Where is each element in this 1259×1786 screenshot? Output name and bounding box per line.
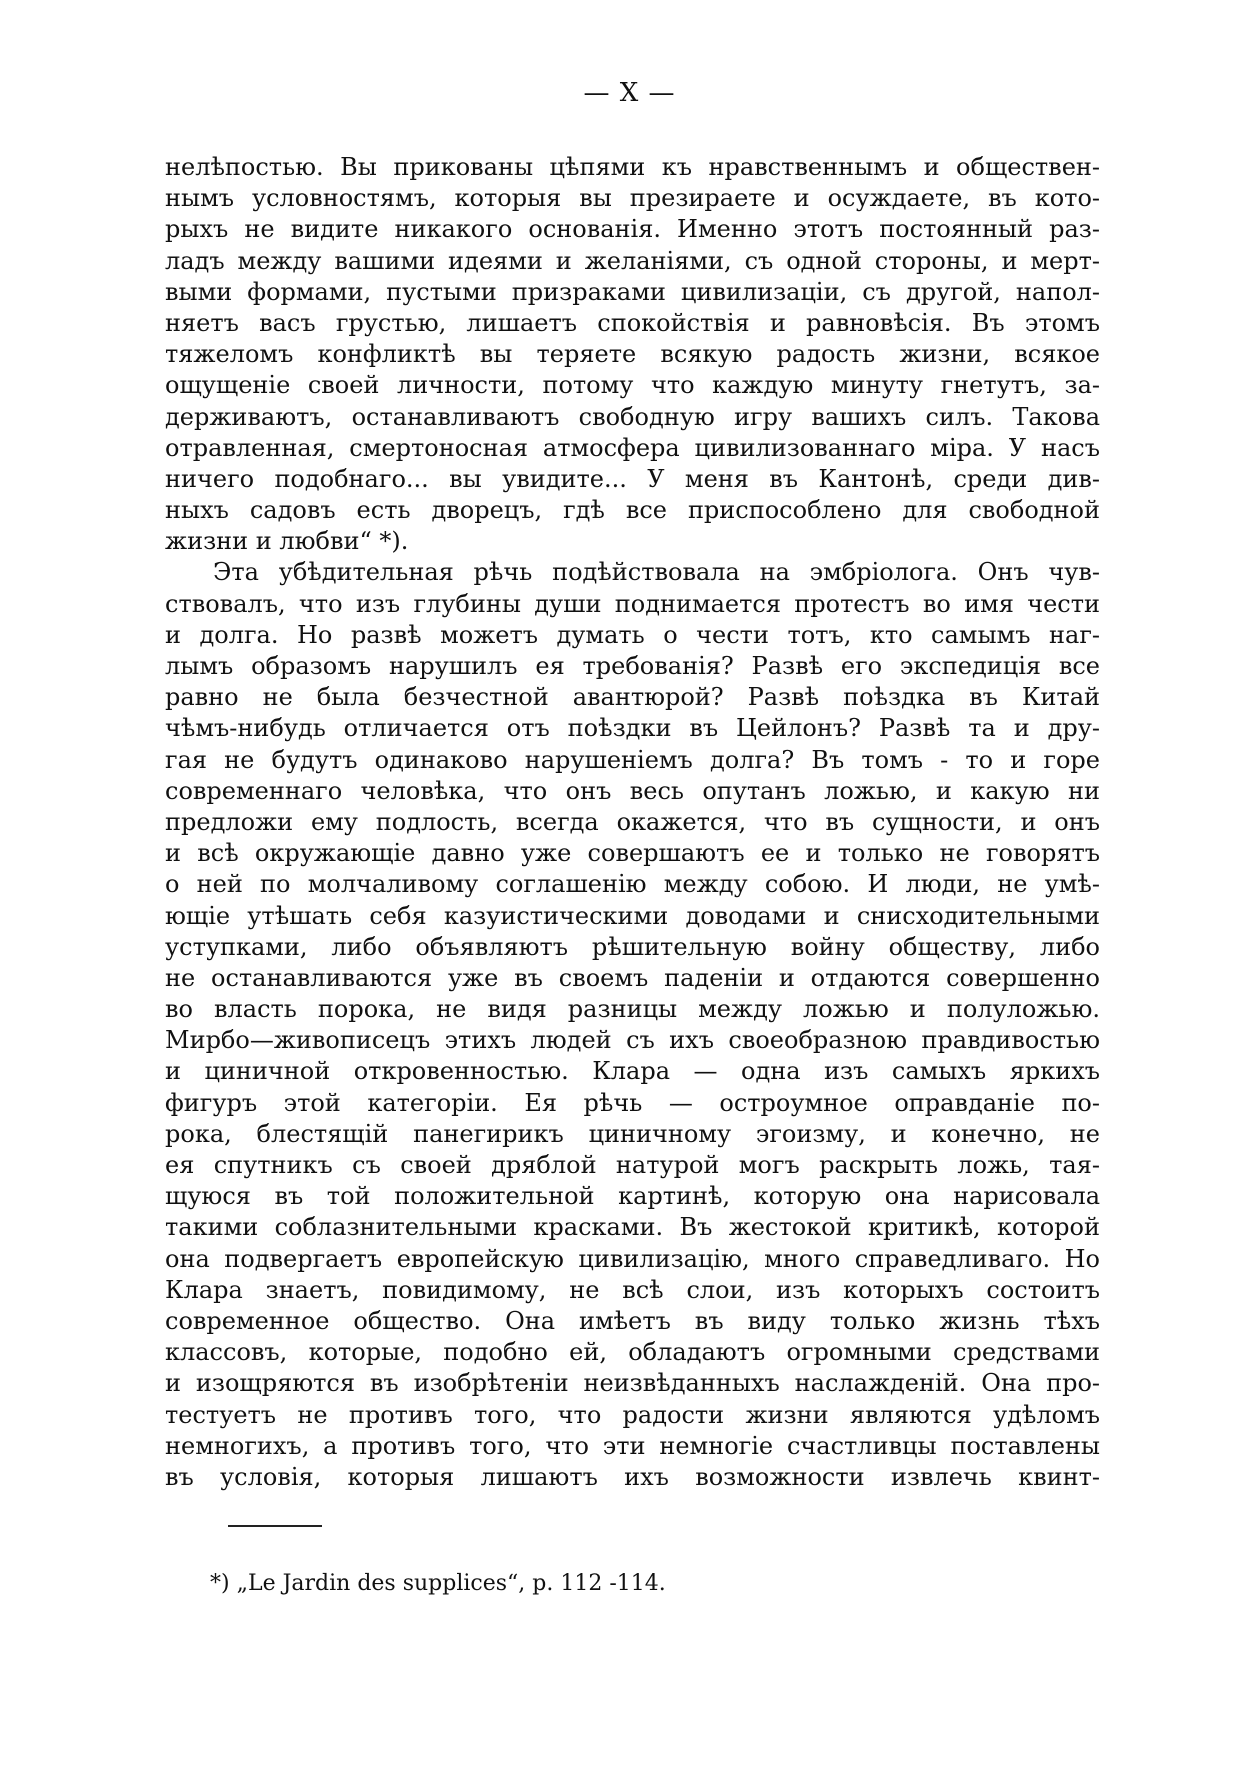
text-line: чѣмъ-нибудь отличается отъ поѣздки въ Цейлонъ? Развѣ та и дру- <box>165 714 1100 743</box>
text-line: ея спутникъ съ своей дряблой натурой могъ раскрыть ложь, тая- <box>165 1151 1100 1179</box>
text-line: о ней по молчаливому соглашенію между собою. И люди, не умѣ- <box>165 870 1100 899</box>
text-line: ющіе утѣшать себя казуистическими доводами и снисходительными <box>165 901 1100 930</box>
text-line: няетъ васъ грустью, лишаетъ спокойствія и равновѣсія. Въ этомъ <box>165 308 1100 337</box>
footnote-divider <box>228 1525 322 1527</box>
text-line: во власть порока, не видя разницы между ложью и полуложью. <box>165 995 1100 1024</box>
text-line: нымъ условностямъ, которыя вы презираете и осуждаете, въ кото- <box>165 184 1100 213</box>
footnote: *) „Le Jardin des supplices“, p. 112 -114. <box>210 1571 666 1596</box>
text-line: Мирбо—живописецъ этихъ людей съ ихъ своеобразною правдивостью <box>165 1026 1100 1055</box>
text-line: фигуръ этой категоріи. Ея рѣчь — остроумное оправданіе по- <box>165 1088 1100 1117</box>
text-line: тяжеломъ конфликтѣ вы теряете всякую радость жизни, всякое <box>165 340 1100 369</box>
text-line: тестуетъ не противъ того, что радости жизни являются удѣломъ <box>165 1400 1100 1429</box>
text-line: не останавливаются уже въ своемъ паденіи и отдаются совершенно <box>165 963 1100 992</box>
text-line: нелѣпостью. Вы прикованы цѣпями къ нравственнымъ и обществен- <box>165 153 1100 181</box>
body-text <box>165 152 1100 1493</box>
text-line: Эта убѣдительная рѣчь подѣйствовала на эмбріолога. Онъ чув- <box>213 558 1100 587</box>
text-line: рока, блестящій панегирикъ циничному эгоизму, и конечно, не <box>165 1119 1100 1148</box>
text-line: выми формами, пустыми призраками цивилизаціи, съ другой, напол- <box>165 277 1100 306</box>
text-line: щуюся въ той положительной картинѣ, которую она нарисовала <box>165 1182 1100 1211</box>
text-line: гая не будутъ одинаково нарушеніемъ долга? Въ томъ - то и горе <box>165 745 1100 774</box>
text-line: и всѣ окружающіе давно уже совершаютъ ее и только не говорятъ <box>165 839 1100 868</box>
text-line: въ условія, которыя лишаютъ ихъ возможности извлечь квинт- <box>165 1462 1100 1491</box>
text-line: предложи ему подлость, всегда окажется, что въ сущности, и онъ <box>165 807 1100 836</box>
text-line: уступками, либо объявляютъ рѣшительную войну обществу, либо <box>165 932 1100 961</box>
text-line: ничего подобнаго... вы увидите... У меня въ Кантонѣ, среди див- <box>165 464 1100 493</box>
text-line: ствовалъ, что изъ глубины души поднимается протестъ во имя чести <box>165 589 1100 618</box>
text-line: ощущеніе своей личности, потому что каждую минуту гнетутъ, за- <box>165 371 1100 400</box>
text-line: Клара знаетъ, повидимому, не всѣ слои, изъ которыхъ состоитъ <box>165 1275 1100 1304</box>
text-line: равно не была безчестной авантюрой? Развѣ поѣздка въ Китай <box>165 683 1100 712</box>
text-line: ныхъ садовъ есть дворецъ, гдѣ все приспособлено для свободной <box>165 496 1100 525</box>
text-line: и изощряются въ изобрѣтеніи неизвѣданныхъ наслажденій. Она про- <box>165 1369 1100 1398</box>
text-line: и долга. Но развѣ можетъ думать о чести тотъ, кто самымъ наг- <box>165 620 1100 649</box>
page-number: — X — <box>583 78 676 108</box>
text-line: держиваютъ, останавливаютъ свободную игру вашихъ силъ. Такова <box>165 402 1100 431</box>
text-line: современное общество. Она имѣетъ въ виду только жизнь тѣхъ <box>165 1306 1100 1335</box>
text-line: классовъ, которые, подобно ей, обладаютъ огромными средствами <box>165 1338 1100 1367</box>
text-line: отравленная, смертоносная атмосфера цивилизованнаго міра. У насъ <box>165 433 1100 462</box>
text-line: она подвергаетъ европейскую цивилизацію, много справедливаго. Но <box>165 1244 1100 1273</box>
text-line: рыхъ не видите никакого основанія. Именно этотъ постоянный раз- <box>165 215 1100 244</box>
text-line: современнаго человѣка, что онъ весь опутанъ ложью, и какую ни <box>165 776 1100 805</box>
text-line: лымъ образомъ нарушилъ ея требованія? Развѣ его экспедиція все <box>165 652 1100 680</box>
text-line: жизни и любви“ *). <box>165 527 409 556</box>
text-line: и циничной откровенностью. Клара — одна изъ самыхъ яркихъ <box>165 1057 1100 1086</box>
text-line: немногихъ, а противъ того, что эти немногіе счастливцы поставлены <box>165 1431 1100 1460</box>
text-line: ладъ между вашими идеями и желаніями, съ одной стороны, и мерт- <box>165 246 1100 275</box>
text-line: такими соблазнительными красками. Въ жестокой критикѣ, которой <box>165 1213 1100 1242</box>
